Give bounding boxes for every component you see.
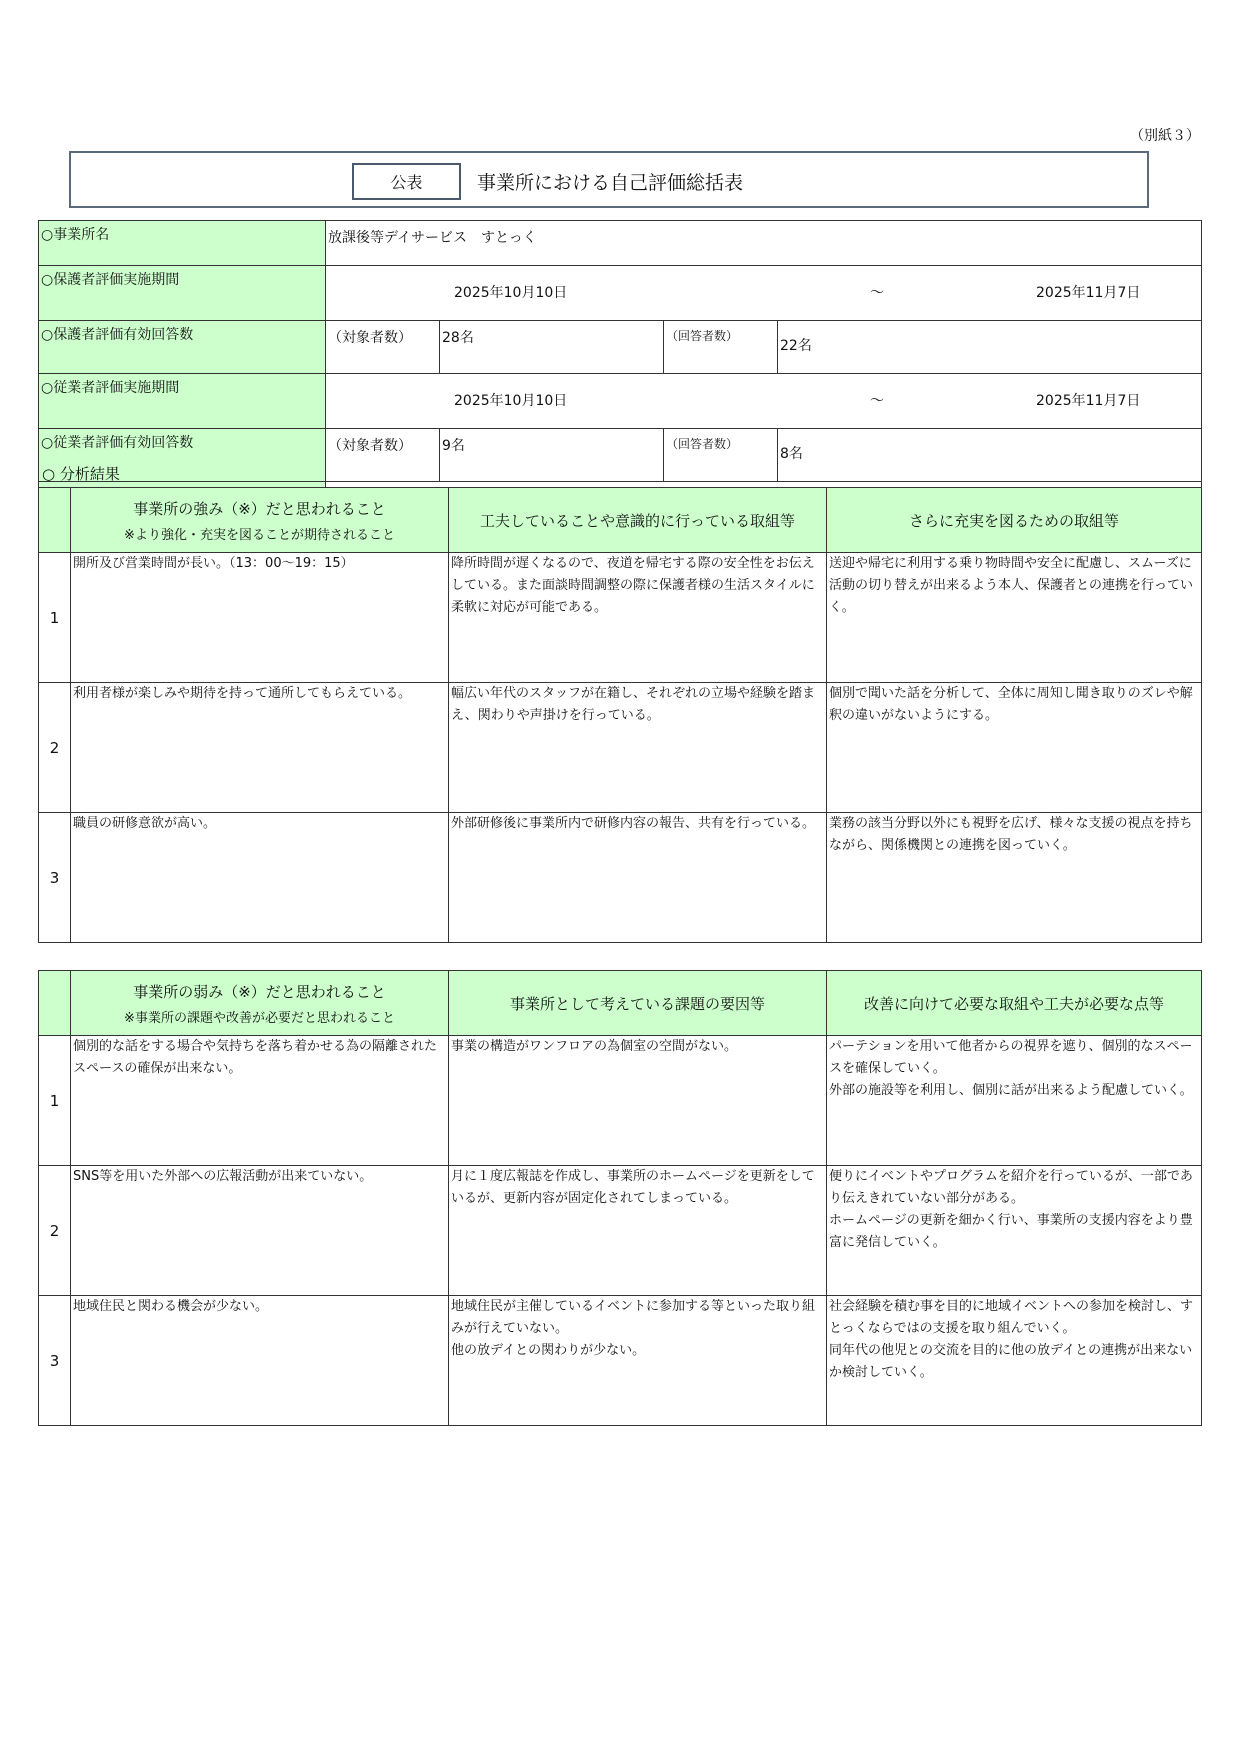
weaknesses-cell-c3 [827, 1166, 1202, 1296]
guardian-period-end: 2025年11月7日 [1036, 285, 1141, 301]
facility-name-label: ○事業所名 [39, 221, 326, 266]
strengths-header [39, 488, 1202, 553]
staff-period-start: 2025年10月10日 [454, 393, 568, 409]
attachment-label: （別紙３） [1130, 128, 1200, 144]
cell-text: 個別的な話をする場合や気持ちを落ち着かせる為の隔離されたスペースの確保が出来ない。 [73, 1039, 438, 1076]
weaknesses-cell-c1 [71, 1036, 449, 1166]
row-number: 1 [39, 553, 71, 683]
strengths-cell-c2 [449, 553, 827, 683]
weaknesses-row [39, 1036, 1202, 1166]
info-row-staff-responses [39, 429, 1202, 482]
page-title: 事業所における自己評価総括表 [477, 172, 744, 194]
cell-text: 職員の研修意欲が高い。 [73, 816, 217, 831]
weaknesses-cell-c1 [71, 1166, 449, 1296]
cell-text: 幅広い年代のスタッフが在籍し、それぞれの立場や経験を踏まえ、関わりや声掛けを行っている。 [451, 686, 816, 723]
facility-name-value: 放課後等デイサービス すとっく [326, 221, 1202, 266]
strengths-cell-c1 [71, 553, 449, 683]
cell-text: 個別で聞いた話を分析して、全体に周知し聞き取りのズレや解釈の違いがないようにする。 [829, 686, 1193, 723]
staff-answer-value: 8名 [778, 429, 1202, 482]
cell-text: 送迎や帰宅に利用する乗り物時間や安全に配慮し、スムーズに活動の切り替えが出来るよう本人、保護者との連携を行っていく。 [829, 556, 1194, 615]
strengths-cell-c2 [449, 813, 827, 943]
staff-target-label: （対象者数） [326, 429, 440, 482]
staff-period-separator: ～ [870, 393, 884, 409]
cell-text: 業務の該当分野以外にも視野を広げ、様々な支援の視点を持ちながら、関係機関との連携を図っていく。 [829, 816, 1193, 853]
weaknesses-cell-c3 [827, 1036, 1202, 1166]
cell-text: 他の放デイとの関わりが少ない。 [451, 1343, 646, 1358]
row-number: 2 [39, 1166, 71, 1296]
strengths-cell-c3 [827, 553, 1202, 683]
strengths-table [38, 487, 1202, 943]
weaknesses-cell-c2 [449, 1036, 827, 1166]
weaknesses-col1-note: ※事業所の課題や改善が必要だと思われること [124, 1010, 395, 1026]
weaknesses-cell-c2 [449, 1296, 827, 1426]
guardian-period-label: ○保護者評価実施期間 [39, 266, 326, 321]
cell-text: 外部研修後に事業所内で研修内容の報告、共有を行っている。 [451, 816, 816, 831]
staff-answer-label: （回答者数） [664, 429, 778, 482]
analysis-heading: ○ 分析結果 [42, 465, 120, 483]
weaknesses-header [39, 971, 1202, 1036]
staff-period-end: 2025年11月7日 [1036, 393, 1141, 409]
staff-target-value: 9名 [440, 429, 664, 482]
strengths-row [39, 683, 1202, 813]
strengths-row [39, 813, 1202, 943]
strengths-cell-c3 [827, 813, 1202, 943]
cell-text: 便りにイベントやプログラムを紹介を行っているが、一部であり伝えきれていない部分がある。 [829, 1169, 1193, 1206]
weaknesses-col2-header: 事業所として考えている課題の要因等 [449, 971, 827, 1036]
guardian-responses-label: ○保護者評価有効回答数 [39, 321, 326, 374]
cell-text: 事業の構造がワンフロアの為個室の空間がない。 [451, 1039, 738, 1054]
weaknesses-row [39, 1166, 1202, 1296]
info-row-guardian-responses [39, 321, 1202, 374]
weaknesses-cell-c2 [449, 1166, 827, 1296]
weaknesses-cell-c1 [71, 1296, 449, 1426]
guardian-target-value: 28名 [440, 321, 664, 374]
cell-text: パーテションを用いて他者からの視界を遮り、個別的なスペースを確保していく。 [829, 1039, 1193, 1076]
info-row-facility [39, 221, 1202, 266]
guardian-period-start: 2025年10月10日 [454, 285, 568, 301]
cell-text: ホームページの更新を細かく行い、事業所の支援内容をより豊富に発信していく。 [829, 1213, 1193, 1250]
cell-text: 社会経験を積む事を目的に地域イベントへの参加を検討し、すとっくならではの支援を取り組んでいく。 [829, 1299, 1194, 1336]
weaknesses-col3-header: 改善に向けて必要な取組や工夫が必要な点等 [827, 971, 1202, 1036]
cell-text: 外部の施設等を利用し、個別に話が出来るよう配慮していく。 [829, 1083, 1193, 1098]
weaknesses-row [39, 1296, 1202, 1426]
row-number: 3 [39, 1296, 71, 1426]
weaknesses-cell-c3 [827, 1296, 1202, 1426]
cell-text: 利用者様が楽しみや期待を持って通所してもらえている。 [73, 686, 412, 701]
cell-text: 地域住民が主催しているイベントに参加する等といった取り組みが行えていない。 [451, 1299, 816, 1336]
strengths-col3-header: さらに充実を図るための取組等 [827, 488, 1202, 553]
cell-text: SNS等を用いた外部への広報活動が出来ていない。 [73, 1169, 373, 1184]
strengths-col1-title: 事業所の強み（※）だと思われること [133, 499, 386, 518]
strengths-cell-c1 [71, 813, 449, 943]
guardian-answer-label: （回答者数） [664, 321, 778, 374]
weaknesses-table [38, 970, 1202, 1426]
strengths-cell-c1 [71, 683, 449, 813]
weaknesses-col1-title: 事業所の弱み（※）だと思われること [133, 982, 386, 1001]
row-number: 2 [39, 683, 71, 813]
strengths-col1-note: ※より強化・充実を図ることが期待されること [124, 527, 395, 543]
strengths-cell-c3 [827, 683, 1202, 813]
info-row-guardian-period [39, 266, 1202, 321]
strengths-cell-c2 [449, 683, 827, 813]
staff-period-label: ○従業者評価実施期間 [39, 374, 326, 429]
cell-text: 月に１度広報誌を作成し、事業所のホームページを更新をしているが、更新内容が固定化されてしまっている。 [451, 1169, 815, 1206]
strengths-col1-header [71, 488, 449, 553]
row-number: 3 [39, 813, 71, 943]
staff-responses-label: ○従業者評価有効回答数 [39, 429, 326, 482]
cell-text: 同年代の他児との交流を目的に他の放デイとの連携が出来ないか検討していく。 [829, 1343, 1193, 1380]
info-row-staff-period [39, 374, 1202, 429]
row-number: 1 [39, 1036, 71, 1166]
strengths-row [39, 553, 1202, 683]
weaknesses-col1-header [71, 971, 449, 1036]
guardian-target-label: （対象者数） [326, 321, 440, 374]
strengths-col2-header: 工夫していることや意識的に行っている取組等 [449, 488, 827, 553]
cell-text: 地域住民と関わる機会が少ない。 [73, 1299, 269, 1314]
cell-text: 開所及び営業時間が長い。（13：00～19：15） [73, 556, 354, 571]
cell-text: 降所時間が遅くなるので、夜道を帰宅する際の安全性をお伝えしている。また面談時間調整の際に保護者様の生活スタイルに柔軟に対応が可能である。 [451, 556, 815, 615]
guardian-answer-value: 22名 [778, 321, 1202, 374]
guardian-period-separator: ～ [870, 285, 884, 301]
publish-badge: 公表 [352, 163, 461, 200]
